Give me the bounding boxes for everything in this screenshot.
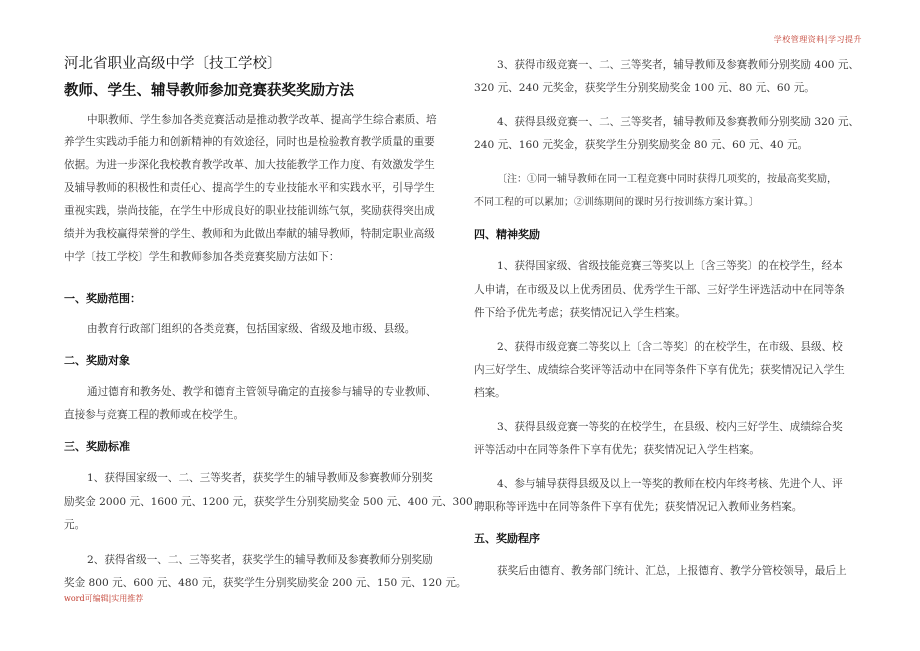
section-heading-target: 二、奖励对象 [64, 354, 130, 367]
intro-line: 中学〔技工学校〕学生和教师参加各类竞赛奖励方法如下： [64, 251, 340, 263]
standard-line: 3、获得市级竞赛一、二、三等奖者，辅导教师及参赛教师分别奖励 400 元、 [497, 59, 860, 71]
section-heading-scope: 一、奖励范围： [64, 292, 141, 305]
footer-note: word可编辑|实用推荐 [64, 594, 144, 603]
intro-line: 及辅导教师的积极性和责任心、提高学生的专业技能水平和实践水平，引导学生 [64, 182, 435, 194]
header-note: 学校管理资料|学习提升 [773, 35, 862, 44]
note-line: 〔注：①同一辅导教师在同一工程竞赛中同时获得几项奖的，按最高奖奖励， [497, 174, 837, 185]
standard-line: 2、获得省级一、二、三等奖者，获奖学生的辅导教师及参赛教师分别奖励 [87, 554, 433, 566]
target-line: 通过德育和教务处、教学和德育主管领导确定的直接参与辅导的专业教师、 [87, 386, 437, 398]
scope-line: 由教育行政部门组织的各类竞赛，包括国家级、省级及地市级、县级。 [87, 323, 416, 335]
standard-line: 励奖金 2000 元、1600 元、1200 元，获奖学生分别奖励奖金 500 元、400 元、300 [64, 496, 473, 508]
standard-line: 奖金 800 元、600 元、480 元，获奖学生分别奖励奖金 200 元、150 元、120 元。 [64, 577, 467, 589]
standard-line: 4、获得县级竞赛一、二、三等奖者，辅导教师及参赛教师分别奖励 320 元、 [497, 116, 860, 128]
spirit-line: 评等活动中在同等条件下享有优先；获奖情况记入学生档案。 [474, 444, 761, 456]
intro-line: 重视实践，崇尚技能，在学生中形成良好的职业技能训练气氛，奖励获得突出成 [64, 205, 435, 217]
standard-line: 320 元、240 元奖金，获奖学生分别奖励奖金 100 元、80 元、60 元。 [474, 82, 815, 94]
school-title: 河北省职业高级中学〔技工学校〕 [64, 56, 282, 72]
target-line: 直接参与竞赛工程的教师或在校学生。 [64, 409, 245, 421]
intro-line: 中职教师、学生参加各类竞赛活动是推动教学改革、提高学生综合素质、培 [87, 114, 437, 126]
section-heading-standard: 三、奖励标准 [64, 440, 130, 453]
spirit-line: 档案。 [474, 387, 506, 399]
spirit-line: 件下给予优先考虑；获奖情况记入学生档案。 [474, 307, 686, 319]
section-heading-spirit: 四、精神奖励 [474, 228, 540, 241]
spirit-line: 4、参与辅导获得县级及以上一等奖的教师在校内年终考核、先进个人、评 [497, 478, 843, 490]
intro-line: 绩并为我校赢得荣誉的学生、教师和为此做出奉献的辅导教师，特制定职业高级 [64, 228, 435, 240]
spirit-line: 3、获得县级竞赛一等奖的在校学生，在县级、校内三好学生、成绩综合奖 [497, 421, 843, 433]
intro-line: 依据。为进一步深化我校教育教学改革、加大技能教学工作力度、有效激发学生 [64, 159, 435, 171]
procedure-line: 获奖后由德育、教务部门统计、汇总，上报德育、教学分管校领导，最后上 [497, 565, 847, 577]
section-heading-procedure: 五、奖励程序 [474, 532, 540, 545]
spirit-line: 内三好学生、成绩综合奖评等活动中在同等条件下享有优先；获奖情况记入学生 [474, 364, 845, 376]
spirit-line: 人申请，在市级及以上优秀团员、优秀学生干部、三好学生评选活动中在同等条 [474, 284, 845, 296]
standard-line: 元。 [64, 519, 86, 531]
spirit-line: 2、获得市级竞赛二等奖以上〔含二等奖〕的在校学生，在市级、县级、校 [497, 341, 843, 353]
intro-line: 养学生实践动手能力和创新精神的有效途径，同时也是检验教育教学质量的重要 [64, 136, 435, 148]
spirit-line: 聘职称等评选中在同等条件下享有优先；获奖情况记入教师业务档案。 [474, 501, 803, 513]
document-title: 教师、学生、辅导教师参加竞赛获奖奖励方法 [64, 83, 354, 99]
spirit-line: 1、获得国家级、省级技能竞赛三等奖以上〔含三等奖〕的在校学生，经本 [497, 260, 843, 272]
note-line: 不同工程的可以累加；②训练期间的课时另行按训练方案计算。〕 [474, 197, 759, 208]
standard-line: 1、获得国家级一、二、三等奖者，获奖学生的辅导教师及参赛教师分别奖 [87, 472, 433, 484]
standard-line: 240 元、160 元奖金，获奖学生分别奖励奖金 80 元、60 元、40 元。 [474, 139, 809, 151]
